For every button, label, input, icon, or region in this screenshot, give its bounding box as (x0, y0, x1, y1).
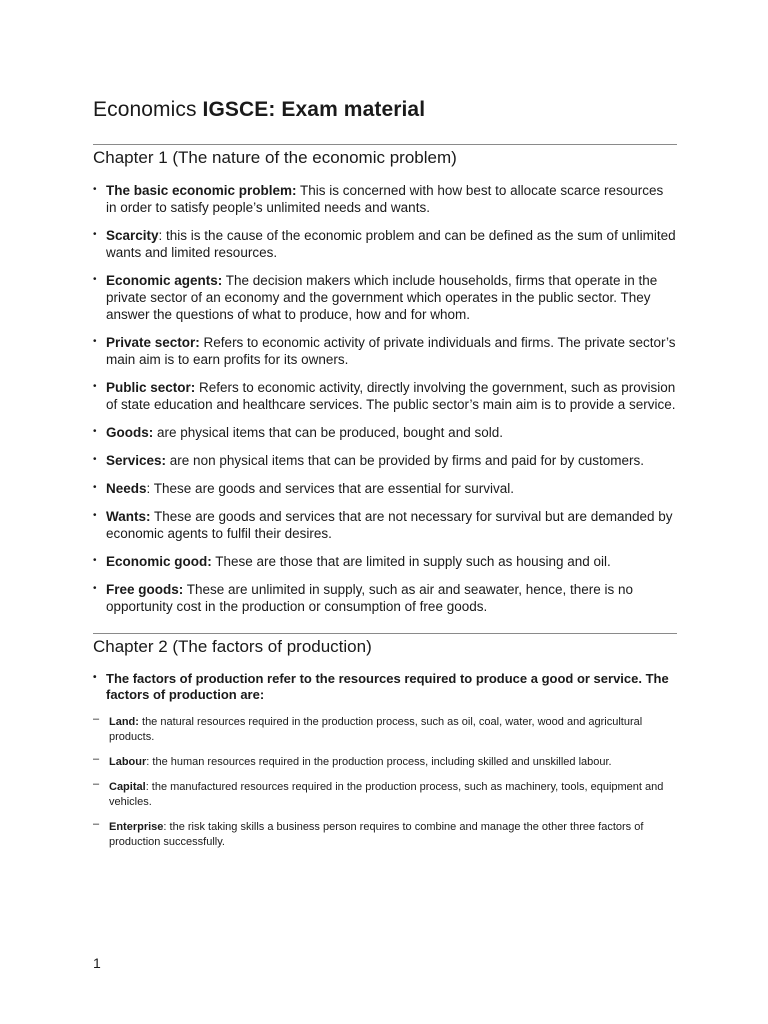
item-term: Needs (106, 481, 147, 496)
item-text: are physical items that can be produced, bought and sold. (153, 425, 503, 440)
list-item (93, 508, 677, 542)
item-term: The basic economic problem: (106, 183, 297, 198)
item-term: Labour (109, 756, 147, 768)
item-text: : the human resources required in the production process, including skilled and unskilled labour. (146, 756, 612, 768)
list-item (93, 780, 677, 810)
item-term: Economic good: (106, 554, 212, 569)
list-item (93, 480, 677, 497)
item-text: Refers to economic activity, directly involving the government, such as provision of state education and healthcare services. The public sector’s main aim is to provide a service. (106, 380, 676, 412)
item-term: Scarcity (106, 228, 159, 243)
title-bold: IGSCE: Exam material (202, 98, 426, 121)
item-term: Services: (106, 453, 167, 468)
page-content (93, 98, 677, 860)
item-text: the natural resources required in the production process, such as oil, coal, water, wood and agricultural products. (109, 716, 643, 743)
item-term: Enterprise (109, 821, 164, 833)
chapter-2-heading: Chapter 2 (The factors of production) (93, 633, 677, 657)
list-item (93, 553, 677, 570)
chapter-2-list (93, 715, 677, 850)
item-text: Refers to economic activity of private individuals and firms. The private sector’s main aim is to earn profits for its owners. (106, 335, 676, 367)
list-item (93, 272, 677, 323)
chapter-1-heading: Chapter 1 (The nature of the economic problem) (93, 144, 677, 168)
item-text: These are goods and services that are not necessary for survival but are demanded by economic agents to fulfil their desires. (106, 509, 673, 541)
document-title (93, 98, 677, 122)
list-item (93, 227, 677, 261)
list-item (93, 581, 677, 615)
title-prefix: Economics (93, 98, 203, 121)
page-number: 1 (93, 955, 101, 971)
item-term: Free goods: (106, 582, 184, 597)
item-text: : the risk taking skills a business person requires to combine and manage the other three factors of production successfully. (109, 821, 644, 848)
item-term: Private sector: (106, 335, 200, 350)
list-item (93, 755, 677, 770)
chapter-1-section (93, 144, 677, 615)
list-item (93, 820, 677, 850)
item-term: Land: (109, 716, 139, 728)
item-term: Wants: (106, 509, 151, 524)
item-text: are non physical items that can be provided by firms and paid for by customers. (166, 453, 645, 468)
item-term: Public sector: (106, 380, 196, 395)
list-item (93, 182, 677, 216)
list-item (93, 715, 677, 745)
item-text: These are those that are limited in supply such as housing and oil. (211, 554, 611, 569)
list-item (93, 424, 677, 441)
item-text: These are unlimited in supply, such as air and seawater, hence, there is no opportunity cost in the production or consumption of free goods. (106, 582, 634, 614)
list-item (93, 334, 677, 368)
item-term: Goods: (106, 425, 154, 440)
chapter-2-lead: • The factors of production refer to the resources required to produce a good or service. The factors of production are: (93, 671, 677, 703)
item-text: The decision makers which include households, firms that operate in the private sector of an economy and the government which operates in the public sector. They answer the questions of what to produce, how and for whom. (106, 273, 658, 322)
item-text: This is concerned with how best to allocate scarce resources in order to satisfy people’s unlimited needs and wants. (106, 183, 664, 215)
chapter-1-list (93, 182, 677, 615)
item-text: : the manufactured resources required in the production process, such as machinery, tools, equipment and vehicles. (109, 781, 664, 808)
list-item (93, 452, 677, 469)
item-text: : These are goods and services that are essential for survival. (146, 481, 514, 496)
item-term: Capital (109, 781, 146, 793)
list-item (93, 379, 677, 413)
item-text: : this is the cause of the economic problem and can be defined as the sum of unlimited wants and limited resources. (106, 228, 676, 260)
chapter-2-section (93, 633, 677, 850)
item-term: Economic agents: (106, 273, 223, 288)
